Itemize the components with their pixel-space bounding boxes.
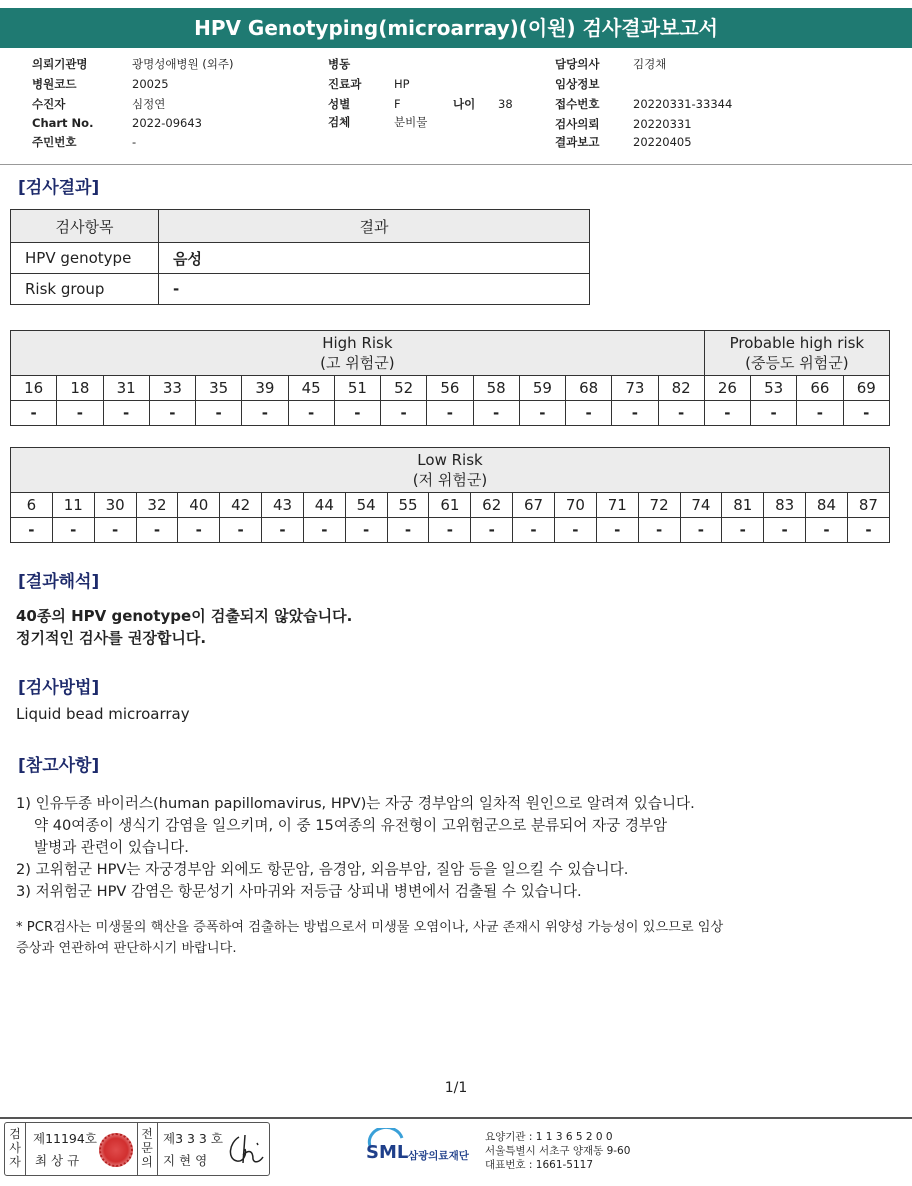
test-item: HPV genotype	[11, 243, 159, 274]
examiner-name: 최 상 규	[35, 1153, 80, 1168]
report-title: HPV Genotyping(microarray)(이원) 검사결과보고서	[0, 8, 912, 48]
group-title: Probable high risk	[729, 334, 865, 352]
section-title-result: [검사결과]	[18, 178, 100, 198]
field-label: 의뢰기관명	[32, 57, 88, 71]
field-label: 결과보고	[555, 135, 600, 149]
genotype-cell: 53	[751, 376, 797, 401]
genotype-cell: 31	[103, 376, 149, 401]
genotype-cell: 72	[638, 493, 680, 518]
genotype-result-cell: -	[288, 401, 334, 426]
logo-text: SML	[366, 1142, 409, 1163]
low-risk-header	[11, 448, 890, 493]
genotype-cell: 35	[196, 376, 242, 401]
pcr-note	[16, 917, 723, 959]
references-list	[16, 793, 695, 903]
genotype-result-cell: -	[658, 401, 704, 426]
genotype-result-cell: -	[52, 518, 94, 543]
column-header: 결과	[159, 210, 590, 243]
reference-line: 3) 저위험군 HPV 감염은 항문성기 사마귀와 저등급 상피내 병변에서 검출될 수 있습니다.	[16, 883, 582, 900]
contact-info	[485, 1130, 630, 1172]
genotype-result-cell: -	[334, 401, 380, 426]
examiner-label: 검사자	[9, 1127, 21, 1169]
header-field	[555, 116, 692, 132]
divider	[25, 1123, 26, 1175]
field-value: 심정연	[132, 97, 166, 111]
genotype-cell: 73	[612, 376, 658, 401]
genotype-result-row	[11, 401, 890, 426]
genotype-result-cell: -	[387, 518, 429, 543]
genotype-result-cell: -	[262, 518, 304, 543]
field-label: 병원코드	[32, 77, 77, 91]
table-row	[11, 274, 590, 305]
header-field	[555, 76, 633, 92]
seal-icon	[99, 1133, 133, 1167]
genotype-cell: 18	[57, 376, 103, 401]
genotype-cell: 56	[427, 376, 473, 401]
header-field	[32, 96, 165, 112]
field-label: 병동	[328, 57, 351, 71]
field-value: 분비물	[394, 115, 428, 129]
genotype-result-cell: -	[57, 401, 103, 426]
genotype-cell: 67	[513, 493, 555, 518]
test-result: -	[159, 274, 590, 305]
genotype-cell: 66	[797, 376, 843, 401]
field-value: 광명성애병원 (외주)	[132, 57, 234, 71]
genotype-result-cell: -	[11, 401, 57, 426]
genotype-result-cell: -	[704, 401, 750, 426]
field-value: 20220405	[633, 135, 692, 149]
divider	[157, 1123, 158, 1175]
field-value: 20220331-33344	[633, 97, 733, 111]
field-label: 수진자	[32, 97, 66, 111]
signature-icon	[223, 1129, 265, 1169]
field-value: -	[132, 135, 137, 149]
field-label: 성별	[328, 97, 351, 111]
group-title: High Risk	[322, 334, 393, 352]
text: 이 검출되지 않았습니다.	[191, 607, 353, 625]
field-value: 20025	[132, 77, 169, 91]
genotype-cell: 68	[566, 376, 612, 401]
genotype-result-cell: -	[220, 518, 262, 543]
genotype-result-cell: -	[519, 401, 565, 426]
field-label: 검사의뢰	[555, 117, 600, 131]
note-line: 증상과 연관하여 판단하시기 바랍니다.	[16, 941, 237, 956]
test-result: 음성	[159, 243, 590, 274]
field-value: F	[394, 97, 401, 111]
page-number: 1/1	[444, 1080, 468, 1096]
header-field	[32, 56, 234, 72]
genotype-result-cell: -	[94, 518, 136, 543]
probable-high-risk-header	[704, 331, 889, 376]
genotype-result-cell: -	[303, 518, 345, 543]
genotype-cell: 69	[843, 376, 890, 401]
group-subtitle: (고 위험군)	[320, 354, 395, 372]
field-value: HP	[394, 77, 410, 91]
genotype-cell: 58	[473, 376, 519, 401]
header-field	[328, 56, 394, 72]
field-label: 주민번호	[32, 135, 77, 149]
header-field	[32, 134, 136, 150]
table-row	[11, 243, 590, 274]
field-label: 검체	[328, 115, 351, 129]
genotype-cell: 11	[52, 493, 94, 518]
genotype-cell: 44	[303, 493, 345, 518]
interpretation-line	[16, 605, 352, 627]
genotype-cell: 42	[220, 493, 262, 518]
genotype-cell: 40	[178, 493, 220, 518]
genotype-row	[11, 493, 890, 518]
genotype-cell: 83	[764, 493, 806, 518]
risk-group-header-row	[11, 448, 890, 493]
header-field-age	[453, 96, 513, 112]
genotype-result-cell: -	[513, 518, 555, 543]
genotype-result-cell: -	[242, 401, 288, 426]
field-label: 나이	[453, 97, 476, 111]
header-field	[328, 96, 401, 112]
approver-label: 전문의	[141, 1127, 153, 1169]
genotype-result-cell: -	[751, 401, 797, 426]
method-text: Liquid bead microarray	[16, 705, 190, 723]
genotype-result-cell: -	[427, 401, 473, 426]
group-subtitle: (중등도 위험군)	[745, 354, 849, 372]
section-title-references: [참고사항]	[18, 756, 100, 776]
genotype-cell: 84	[806, 493, 848, 518]
section-title-interpretation: [결과해석]	[18, 572, 100, 592]
reference-line: 1) 인유두종 바이러스(human papillomavirus, HPV)는 자궁 경부암의 일차적 원인으로 알려져 있습니다.	[16, 795, 695, 812]
genotype-result-cell: -	[722, 518, 764, 543]
genotype-cell: 26	[704, 376, 750, 401]
field-value: 20220331	[633, 117, 692, 131]
header-field	[32, 116, 202, 130]
genotype-cell: 62	[471, 493, 513, 518]
genotype-result-cell: -	[11, 518, 53, 543]
genotype-cell: 74	[680, 493, 722, 518]
genotype-cell: 52	[381, 376, 427, 401]
genotype-result-cell: -	[638, 518, 680, 543]
high-risk-genotype-table	[10, 330, 890, 426]
signature-box	[4, 1122, 270, 1176]
field-label: 담당의사	[555, 57, 600, 71]
header-field	[555, 96, 732, 112]
header-field	[328, 76, 410, 92]
genotype-result-row	[11, 518, 890, 543]
genotype-row	[11, 376, 890, 401]
header-field	[328, 114, 427, 130]
reference-line: 발병과 관련이 있습니다.	[34, 839, 189, 856]
genotype-result-cell: -	[566, 401, 612, 426]
genotype-result-cell: -	[381, 401, 427, 426]
text: 40종의	[16, 607, 72, 625]
genotype-cell: 87	[847, 493, 889, 518]
genotype-cell: 32	[136, 493, 178, 518]
footer-divider	[0, 1117, 912, 1119]
genotype-result-cell: -	[103, 401, 149, 426]
genotype-cell: 45	[288, 376, 334, 401]
examiner-license: 제11194호	[33, 1131, 97, 1146]
risk-group-header-row	[11, 331, 890, 376]
field-value: 38	[498, 97, 513, 111]
field-label: 진료과	[328, 77, 362, 91]
interpretation-line: 정기적인 검사를 권장합니다.	[16, 629, 207, 647]
genotype-result-cell: -	[612, 401, 658, 426]
genotype-cell: 55	[387, 493, 429, 518]
genotype-result-cell: -	[149, 401, 195, 426]
divider	[137, 1123, 138, 1175]
genotype-cell: 81	[722, 493, 764, 518]
genotype-cell: 39	[242, 376, 288, 401]
genotype-result-cell: -	[843, 401, 890, 426]
genotype-cell: 33	[149, 376, 195, 401]
genotype-result-cell: -	[764, 518, 806, 543]
genotype-result-cell: -	[136, 518, 178, 543]
field-label: Chart No.	[32, 116, 94, 130]
genotype-result-cell: -	[806, 518, 848, 543]
genotype-cell: 59	[519, 376, 565, 401]
genotype-cell: 61	[429, 493, 471, 518]
note-line: * PCR검사는 미생물의 핵산을 증폭하여 검출하는 방법으로서 미생물 오염이나, 사균 존재시 위양성 가능성이 있으므로 임상	[16, 920, 724, 935]
genotype-cell: 30	[94, 493, 136, 518]
interpretation-text	[16, 605, 352, 649]
low-risk-genotype-table	[10, 447, 890, 543]
column-header: 검사항목	[11, 210, 159, 243]
genotype-cell: 71	[596, 493, 638, 518]
field-label: 접수번호	[555, 97, 600, 111]
approver-license: 제3 3 3 호	[163, 1131, 223, 1146]
field-value: 김경채	[633, 57, 667, 71]
genotype-result-cell: -	[473, 401, 519, 426]
genotype-cell: 43	[262, 493, 304, 518]
genotype-result-cell: -	[797, 401, 843, 426]
genotype-cell: 54	[345, 493, 387, 518]
reference-line: 2) 고위험군 HPV는 자궁경부암 외에도 항문암, 음경암, 외음부암, 질암 등을 일으킬 수 있습니다.	[16, 861, 629, 878]
header-field	[32, 76, 169, 92]
header-info	[0, 54, 912, 164]
genotype-cell: 16	[11, 376, 57, 401]
genotype-result-cell: -	[596, 518, 638, 543]
genotype-result-cell: -	[554, 518, 596, 543]
reference-line: 약 40여종이 생식기 감염을 일으키며, 이 중 15여종의 유전형이 고위험군으로 분류되어 자궁 경부암	[34, 817, 668, 834]
genotype-result-cell: -	[178, 518, 220, 543]
text: HPV genotype	[71, 607, 192, 625]
care-institution: 요양기관 : 1 1 3 6 5 2 0 0	[485, 1131, 613, 1143]
genotype-result-cell: -	[847, 518, 889, 543]
genotype-result-cell: -	[471, 518, 513, 543]
high-risk-header	[11, 331, 705, 376]
genotype-result-cell: -	[680, 518, 722, 543]
genotype-cell: 70	[554, 493, 596, 518]
group-title: Low Risk	[417, 451, 483, 469]
approver-name: 지 현 영	[163, 1153, 208, 1168]
result-table	[10, 209, 590, 305]
header-divider	[0, 164, 912, 165]
genotype-cell: 51	[334, 376, 380, 401]
genotype-result-cell: -	[345, 518, 387, 543]
genotype-result-cell: -	[429, 518, 471, 543]
group-subtitle: (저 위험군)	[412, 471, 488, 489]
header-field	[555, 134, 692, 150]
genotype-result-cell: -	[196, 401, 242, 426]
test-item: Risk group	[11, 274, 159, 305]
header-field	[555, 56, 666, 72]
phone: 대표번호 : 1661-5117	[485, 1159, 594, 1171]
genotype-cell: 6	[11, 493, 53, 518]
address: 서울특별시 서초구 양재동 9-60	[485, 1145, 631, 1157]
field-label: 임상정보	[555, 77, 600, 91]
field-value: 2022-09643	[132, 116, 202, 130]
foundation-name: 삼광의료재단	[408, 1150, 469, 1162]
genotype-cell: 82	[658, 376, 704, 401]
section-title-method: [검사방법]	[18, 678, 100, 698]
